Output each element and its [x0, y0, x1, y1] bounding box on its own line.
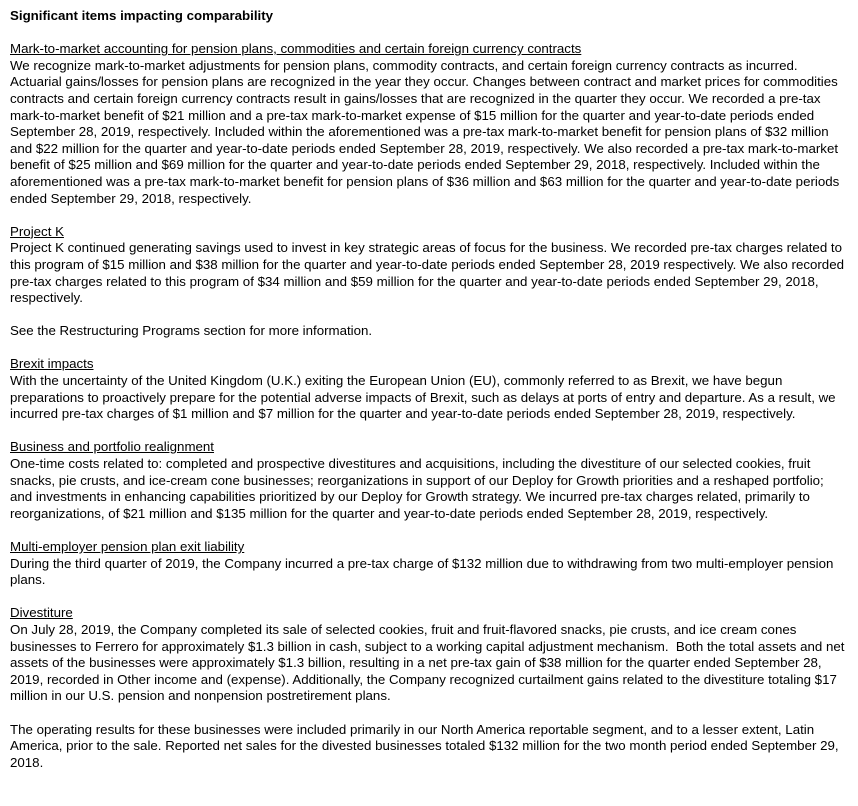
paragraph: One-time costs related to: completed and prospective divestitures and acquisitions, including the divestiture of our selected cookies, fruit snacks, pie crusts, and ice-cream cone businesses; reorganizations in support of our Deploy for Growth priorities and a reshaped portfolio; and investments in enhancing capabilities prioritized by our Deploy for Growth strategy. We incurred pre-tax charges related, primarily to reorganizations, of $21 million and $135 million for the quarter and year-to-date periods ended September 28, 2019, respectively.: [10, 456, 828, 521]
document-section: [10, 224, 848, 340]
document-title: Significant items impacting comparability: [10, 8, 274, 23]
section-heading: Mark-to-market accounting for pension plans, commodities and certain foreign currency contracts: [10, 41, 582, 57]
section-heading: Project K: [10, 223, 64, 239]
paragraph: Project K continued generating savings used to invest in key strategic areas of focus for the business. We recorded pre-tax charges related to this program of $15 million and $38 million for the quarter and year-to-date periods ended September 28, 2019 respectively. We also recorded pre-tax charges related to this program of $34 million and $59 million for the quarter and year-to-date periods ended September 29, 2018, respectively.: [10, 240, 848, 306]
document-section: [10, 439, 848, 522]
paragraph: During the third quarter of 2019, the Company incurred a pre-tax charge of $132 million due to withdrawing from two multi-employer pension plans.: [10, 555, 838, 588]
section-heading: Multi-employer pension plan exit liability: [10, 539, 245, 554]
paragraph: On July 28, 2019, the Company completed its sale of selected cookies, fruit and fruit-flavored snacks, pie crusts, and ice cream cones businesses to Ferrero for approximately $1.3 billion in cash, subject to a working capital adjustment mechanism. Both the total assets and net assets of the businesses were approximately $1.3 billion, resulting in a net pre-tax gain of $38 million for the quarter ended September 28, 2019, recorded in Other income and (expense). Additionally, the Company recognized curtailment gains related to the divestiture totaling $17 million in our U.S. pension and nonpension postretirement plans.: [10, 621, 849, 704]
paragraph: We recognize mark-to-market adjustments for pension plans, commodity contracts, and certain foreign currency contracts as incurred. Actuarial gains/losses for pension plans are recognized in the year they occur. Changes between contract and market prices for commodities contracts and certain foreign currency contracts result in gains/losses that are recognized in the quarter they occur. We recorded a pre-tax mark-to-market benefit of $21 million and a pre-tax mark-to-market expense of $15 million for the quarter and year-to-date periods ended September 28, 2019, respectively. Included within the aforementioned was a pre-tax mark-to-market benefit for pension plans of $32 million and $22 million for the quarter and year-to-date periods ended September 28, 2019, respectively. We also recorded a pre-tax mark-to-market benefit of $25 million and $69 million for the quarter and year-to-date periods ended September 29, 2018, respectively. Included within the aforementioned was a pre-tax mark-to-market benefit for pension plans of $36 million and $63 million for the quarter and year-to-date periods ended September 29, 2018, respectively.: [10, 57, 843, 206]
document-section: [10, 356, 848, 422]
section-paragraphs: [10, 456, 848, 522]
document-section: [10, 605, 848, 771]
section-heading: Business and portfolio realignment: [10, 439, 215, 455]
section-paragraphs: [10, 240, 848, 340]
section-paragraphs: [10, 373, 848, 423]
paragraph: With the uncertainty of the United Kingdom (U.K.) exiting the European Union (EU), commonly referred to as Brexit, we have begun preparations to proactively prepare for the potential adverse impacts of Brexit, such as delays at ports of entry and departure. As a result, we incurred pre-tax charges of $1 million and $7 million for the quarter and year-to-date periods ended September 28, 2019, respectively.: [10, 373, 840, 422]
section-paragraphs: [10, 58, 848, 207]
section-paragraphs: [10, 622, 848, 771]
section-heading: Brexit impacts: [10, 356, 94, 372]
document-section: [10, 539, 848, 589]
paragraph: See the Restructuring Programs section for more information.: [10, 323, 373, 339]
section-paragraphs: [10, 556, 848, 589]
paragraph: The operating results for these businesses were included primarily in our North America reportable segment, and to a lesser extent, Latin America, prior to the sale. Reported net sales for the divested businesses totaled $132 million for the two month period ended September 29, 2018.: [10, 721, 843, 770]
document-section: [10, 41, 848, 207]
document-body: [10, 41, 848, 771]
section-heading: Divestiture: [10, 605, 73, 621]
